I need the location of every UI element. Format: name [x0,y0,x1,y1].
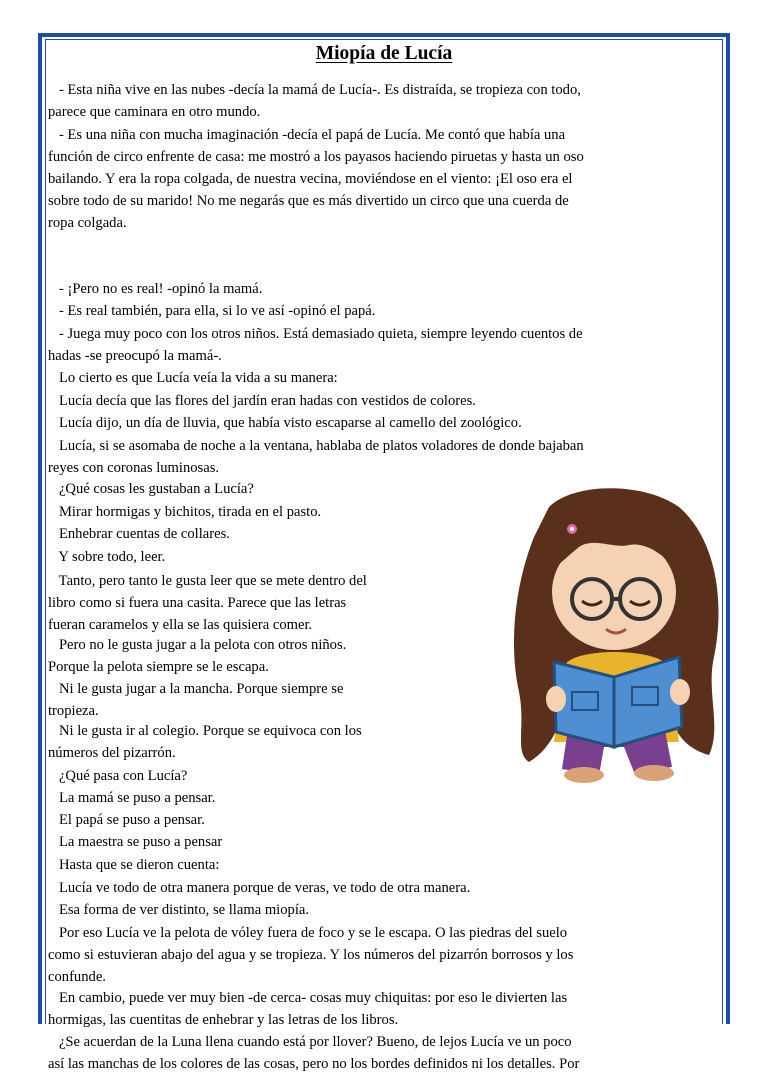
paragraph [48,124,584,234]
text-line: parece que caminara en otro mundo. [48,104,261,120]
text-line: Y sobre todo, leer. [48,549,166,565]
paragraph [48,435,584,479]
text-line: - Es real también, para ella, si lo ve así -opinó el papá. [48,303,376,319]
girl-reading-book-illustration [494,477,734,787]
document-page [38,33,730,1072]
text-line: números del pizarrón. [48,745,176,761]
text-line: Hasta que se dieron cuenta: [48,857,220,873]
paragraph [48,765,187,787]
text-line: hormigas, las cuentitas de enhebrar y las letras de los libros. [48,1012,399,1028]
paragraph [48,501,321,523]
text-line: Por eso Lucía ve la pelota de vóley fuera de foco y se le escapa. O las piedras del suelo [48,925,568,941]
text-line: Esa forma de ver distinto, se llama miopía. [48,902,309,918]
paragraph [48,787,215,809]
text-line: Lucía ve todo de otra manera porque de veras, ve todo de otra manera. [48,880,471,896]
text-line: - Esta niña vive en las nubes -decía la mamá de Lucía-. Es distraída, se tropieza con todo, [48,82,581,98]
text-line: Enhebrar cuentas de collares. [48,526,230,542]
text-line: sobre todo de su marido! No me negarás que es más divertido un circo que una cuerda de [48,193,569,209]
text-line: La maestra se puso a pensar [48,834,223,850]
text-line: Lucía decía que las flores del jardín eran hadas con vestidos de colores. [48,393,476,409]
paragraph [48,877,470,899]
paragraph [48,720,362,764]
paragraph [48,412,522,434]
paragraph [48,1031,579,1075]
paragraph [48,523,230,545]
text-line: ¿Qué cosas les gustaban a Lucía? [48,481,254,497]
text-line: ¿Qué pasa con Lucía? [48,768,188,784]
text-line: - ¡Pero no es real! -opinó la mamá. [48,281,263,297]
text-line: libro como si fuera una casita. Parece que las letras [48,595,347,611]
text-line: - Juega muy poco con los otros niños. Está demasiado quieta, siempre leyendo cuentos de [48,326,583,342]
text-line: fueran caramelos y ella se las quisiera comer. [48,617,313,633]
text-line: confunde. [48,969,106,985]
text-line: - Es una niña con mucha imaginación -decía el papá de Lucía. Me contó que había una [48,127,566,143]
paragraph [48,634,346,678]
paragraph [48,987,567,1031]
text-line: El papá se puso a pensar. [48,812,205,828]
text-line: ropa colgada. [48,215,127,231]
paragraph [48,367,338,389]
paragraph [48,478,254,500]
text-line: En cambio, puede ver muy bien -de cerca- cosas muy chiquitas: por eso le divierten las [48,990,568,1006]
text-line: La mamá se puso a pensar. [48,790,216,806]
paragraph [48,546,165,568]
paragraph [48,809,205,831]
paragraph [48,831,222,853]
text-line: así las manchas de los colores de las cosas, pero no los bordes definidos ni los detalles. Por [48,1056,580,1072]
paragraph [48,323,583,367]
text-line: función de circo enfrente de casa: me mostró a los payasos haciendo piruetas y hasta un oso [48,149,584,165]
text-line: como si estuvieran abajo del agua y se tropieza. Y los números del pizarrón borrosos y los [48,947,574,963]
text-line: Tanto, pero tanto le gusta leer que se mete dentro del [48,573,367,589]
paragraph [48,854,219,876]
text-line: bailando. Y era la ropa colgada, de nuestra vecina, moviéndose en el viento: ¡El oso era el [48,171,573,187]
text-line: hadas -se preocupó la mamá-. [48,348,222,364]
paragraph [48,79,581,123]
text-line: Lucía dijo, un día de lluvia, que había visto escaparse al camello del zoológico. [48,415,522,431]
text-line: Ni le gusta ir al colegio. Porque se equivoca con los [48,723,362,739]
text-line: tropieza. [48,703,99,719]
paragraph [48,899,309,921]
text-line: Porque la pelota siempre se le escapa. [48,659,269,675]
text-line: Lo cierto es que Lucía veía la vida a su manera: [48,370,338,386]
text-line: Lucía, si se asomaba de noche a la ventana, hablaba de platos voladores de donde bajaban [48,438,584,454]
paragraph [48,300,375,322]
paragraph [48,922,573,988]
paragraph [48,390,476,412]
text-line: Ni le gusta jugar a la mancha. Porque siempre se [48,681,344,697]
text-line: ¿Se acuerdan de la Luna llena cuando está por llover? Bueno, de lejos Lucía ve un poco [48,1034,572,1050]
paragraph [48,278,262,300]
story-title: Miopía de Lucía [315,43,453,64]
text-line: Mirar hormigas y bichitos, tirada en el pasto. [48,504,322,520]
paragraph [48,570,367,636]
text-line: Pero no le gusta jugar a la pelota con otros niños. [48,637,347,653]
text-line: reyes con coronas luminosas. [48,460,220,476]
paragraph [48,678,343,722]
